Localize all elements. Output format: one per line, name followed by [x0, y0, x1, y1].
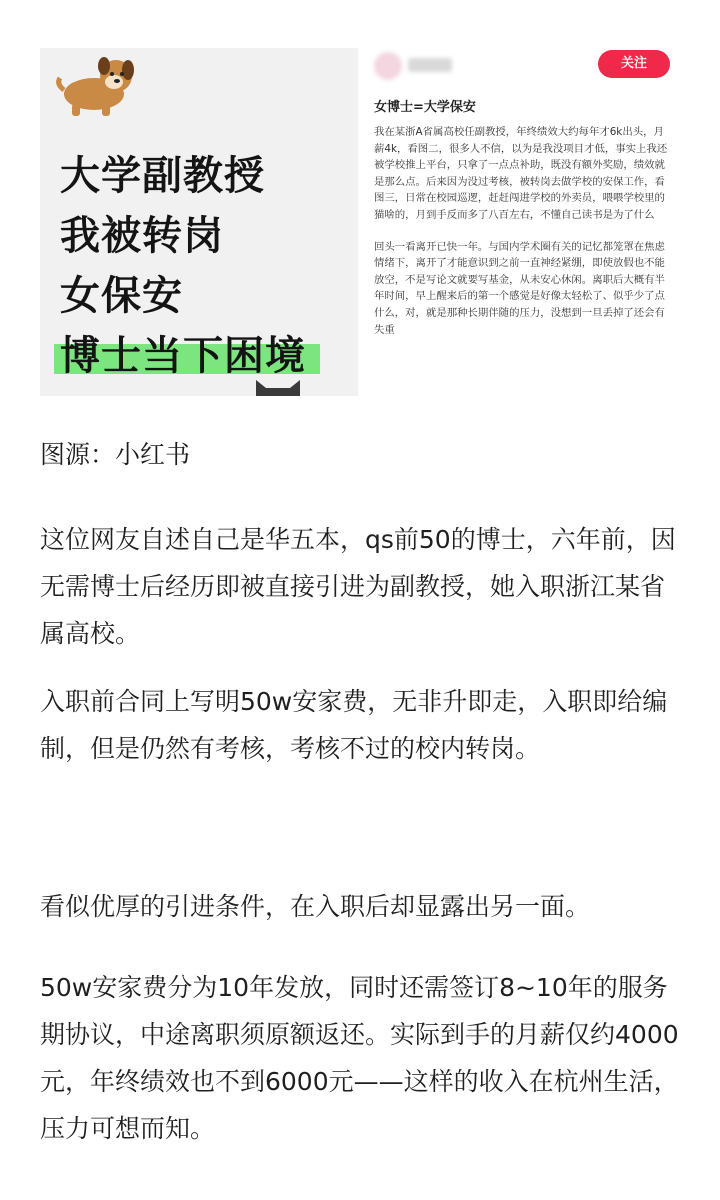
cover-headline: 女保安: [60, 273, 183, 319]
article-paragraph: 入职前合同上写明50w安家费，无非升即走，入职即给编制，但是仍然有考核，考核不过的校内转岗。: [40, 687, 668, 763]
article-paragraph: 50w安家费分为10年发放，同时还需签订8~10年的服务期协议，中途离职须原额返还。实际到手的月薪仅约4000元，年终绩效也不到6000元——这样的收入在杭州生活，压力可想而知。: [40, 973, 679, 1143]
post-paragraph: 我在某浙A省属高校任副教授，年终绩效大约每年才6k出头，月薪4k，看图二，很多人不信，以为是我没项目才低，事实上我还被学校推上平台，只拿了一点点补助，既没有额外奖励，绩效就是那么点。后来因为没过考核，被转岗去做学校的安保工作，看图三，日常在校园巡逻，赶赶闯进学校的外卖员，喂喂学校里的猫啥的，月到手反而多了八百左右，不懂自己读书是为了什么: [374, 126, 668, 221]
dog-sticker-icon: [54, 54, 140, 118]
username-blurred: [408, 58, 452, 72]
cover-graphic: [40, 48, 358, 396]
follow-button[interactable]: 关注: [598, 50, 670, 78]
post-title: 女博士=大学保安: [374, 100, 476, 115]
image-source-caption: 图源：小红书: [40, 440, 191, 469]
post-body: [374, 124, 668, 353]
header-image: [40, 48, 680, 396]
post-paragraph: 回头一看离开已快一年。与国内学术圈有关的记忆都笼罩在焦虑情绪下，离开了才能意识到之前一直神经紧绷，即使放假也不能放空，不是写论文就要写基金，从未安心休闲。离职后大概有半年时间，早上醒来后的第一个感觉是好像太轻松了、似乎少了点什么，对，就是那种长期伴随的压力，没想到一旦丢掉了还会有失重: [374, 240, 665, 336]
cover-headline: 我被转岗: [60, 213, 224, 259]
article-paragraph: 这位网友自述自己是华五本，qs前50的博士，六年前，因无需博士后经历即被直接引进为副教授，她入职浙江某省属高校。: [40, 525, 676, 648]
avatar: [374, 52, 402, 80]
article-paragraph: 看似优厚的引进条件，在入职后却显露出另一面。: [40, 892, 591, 921]
cover-headline: 博士当下困境: [60, 333, 306, 379]
cat-sticker-icon: [252, 374, 304, 396]
social-post-screenshot: [370, 48, 680, 396]
cover-headline: 大学副教授: [60, 153, 265, 199]
